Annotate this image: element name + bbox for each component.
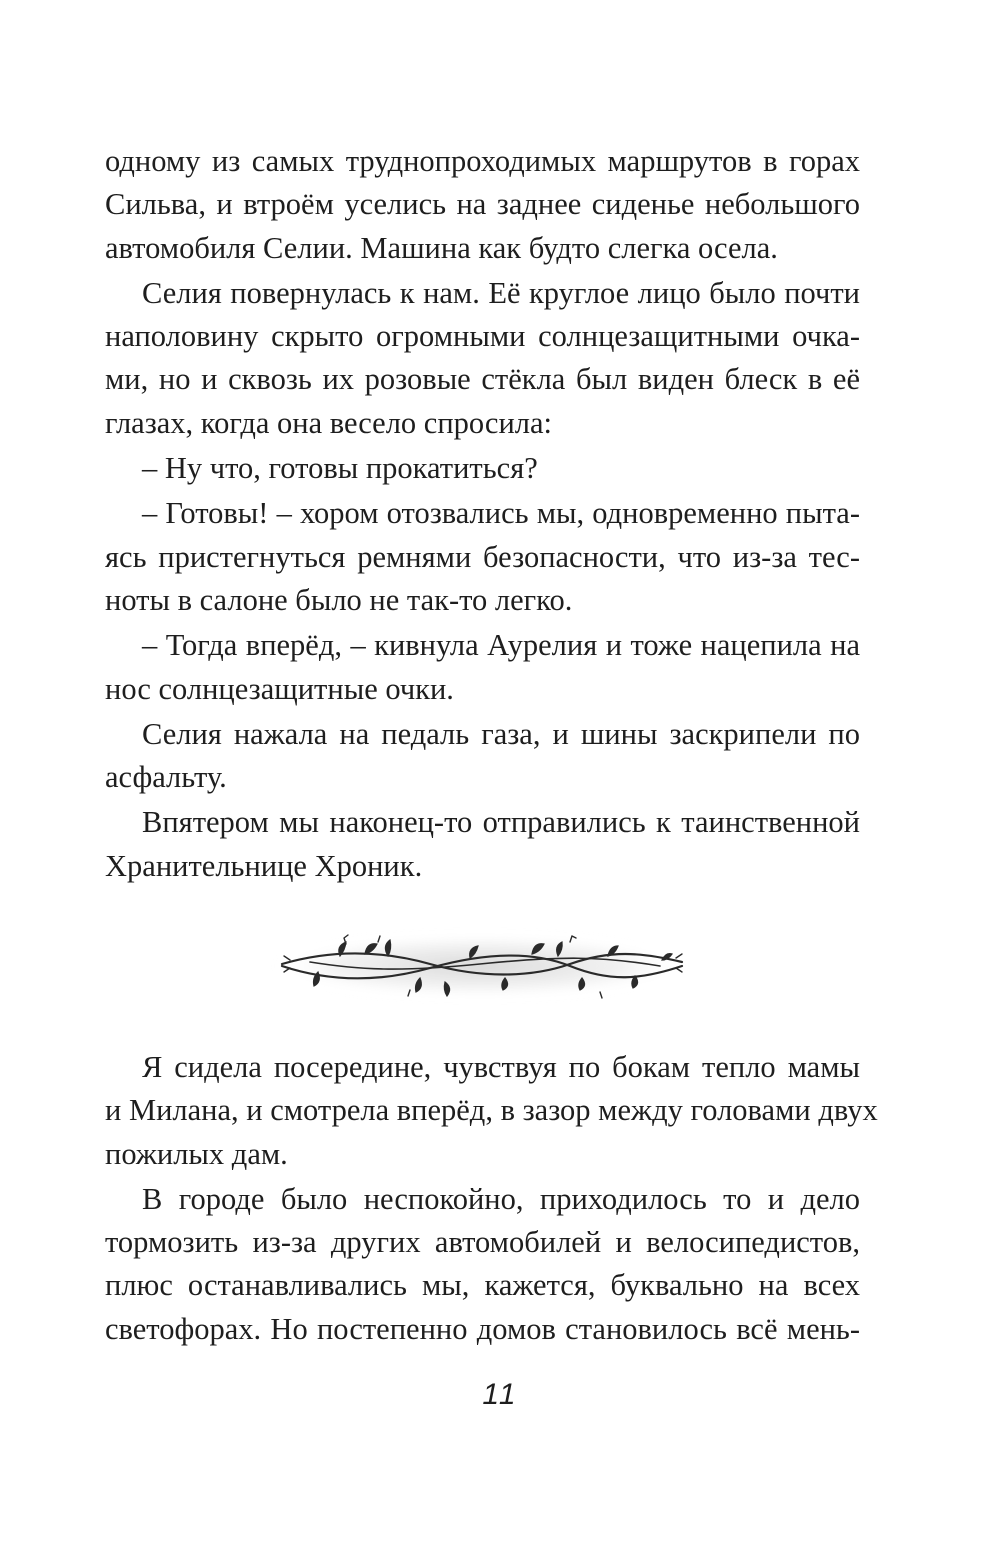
text-line: – Тогда вперёд, – кивнула Аурелия и тоже нацепила на xyxy=(142,628,860,663)
text-line: Я сидела посередине, чувствуя по бокам тепло мамы xyxy=(142,1050,860,1084)
text-line: ноты в салоне было не так-то легко. xyxy=(105,582,573,617)
text-line: ми, но и сквозь их розовые стёкла был виден блеск в её xyxy=(105,362,860,397)
text-section-one xyxy=(105,140,860,890)
text-line: Сильва, и втроём уселись на заднее сиденье небольшого xyxy=(105,187,860,222)
paragraph xyxy=(105,1178,860,1351)
text-line: глазах, когда она весело спросила: xyxy=(105,405,553,440)
text-line: Селия повернулась к нам. Её круглое лицо было почти xyxy=(142,275,860,310)
text-section-two xyxy=(105,1046,878,1353)
text-line: одному из самых труднопроходимых маршрутов в горах xyxy=(105,144,860,178)
paragraph xyxy=(105,447,860,490)
text-line: и Милана, и смотрела вперёд, в зазор между головами двух xyxy=(105,1093,878,1128)
text-line: – Готовы! – хором отозвались мы, одновременно пыта- xyxy=(142,496,860,531)
page-number: 11 xyxy=(482,1378,518,1411)
paragraph xyxy=(105,624,860,711)
text-line: тормозить из-за других автомобилей и велосипедистов, xyxy=(105,1225,860,1260)
paragraph xyxy=(105,492,860,622)
text-line: нос солнцезащитные очки. xyxy=(105,671,454,706)
vine-ornament-icon xyxy=(270,920,690,1010)
text-line: наполовину скрыто огромными солнцезащитными очка- xyxy=(105,319,860,354)
text-line: – Ну что, готовы прокатиться? xyxy=(142,451,538,486)
text-line: Впятером мы наконец-то отправились к таинственной xyxy=(142,805,860,840)
text-line: пожилых дам. xyxy=(105,1136,288,1171)
text-line: асфальту. xyxy=(105,760,227,795)
text-line: автомобиля Селии. Машина как будто слегка осела. xyxy=(105,230,778,265)
text-line: Селия нажала на педаль газа, и шины заскрипели по xyxy=(142,716,860,751)
text-line: ясь пристегнуться ремнями безопасности, что из-за тес- xyxy=(105,539,860,574)
text-line: Хранительнице Хроник. xyxy=(105,848,423,883)
text-line: плюс останавливались мы, кажется, буквально на всех xyxy=(105,1268,860,1303)
text-line: В городе было неспокойно, приходилось то и дело xyxy=(142,1181,860,1216)
paragraph xyxy=(105,272,860,445)
paragraph xyxy=(105,140,860,270)
paragraph xyxy=(105,1046,878,1176)
paragraph xyxy=(105,713,860,800)
paragraph xyxy=(105,801,860,888)
text-line: светофорах. Но постепенно домов становилось всё мень- xyxy=(105,1311,860,1346)
